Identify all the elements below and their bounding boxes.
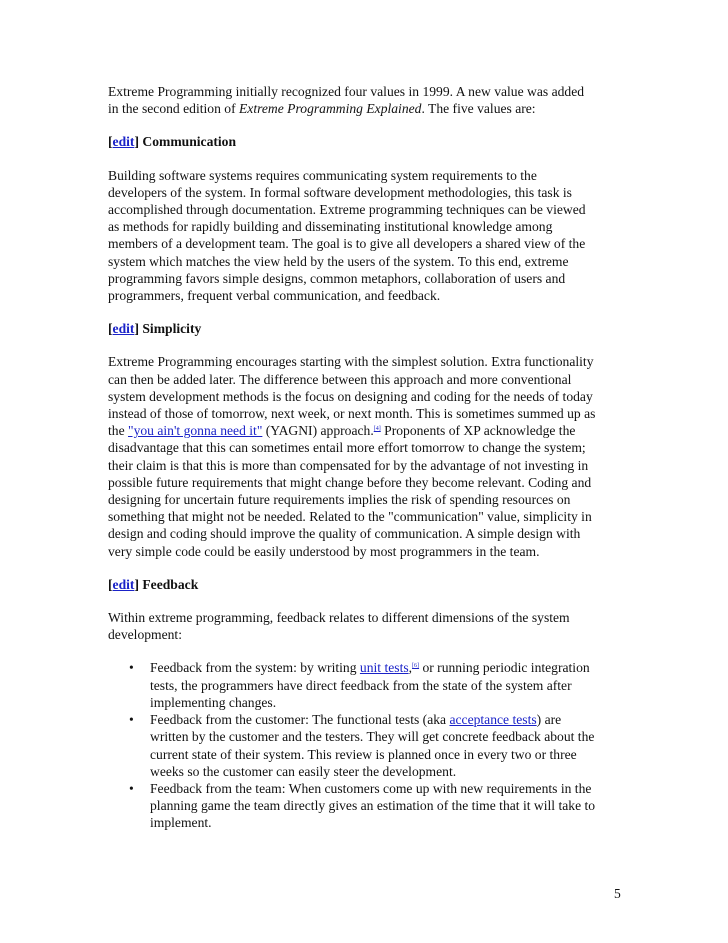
feedback-list: [108, 659, 622, 831]
list-item: [108, 659, 622, 711]
text-line: written by the customer and the testers. They will get concrete feedback about the: [150, 729, 595, 745]
text-line: as methods for rapidly building and disseminating institutional knowledge among: [108, 219, 553, 235]
text-line: something that might not be needed. Related to the "communication" value, simplicity in: [108, 509, 592, 525]
text-line: Extreme Programming initially recognized four values in 1999. A new value was added: [108, 84, 585, 99]
page-number: 5: [614, 886, 621, 901]
text-line: possible future requirements that might change before they become relevant. Coding and: [108, 474, 592, 490]
communication-paragraph: [108, 167, 622, 305]
text-line: Feedback from the system: by writing unit tests,[6] or running periodic integration: [150, 660, 590, 676]
acceptance-tests-link[interactable]: acceptance tests: [449, 712, 537, 728]
text-line: very simple code could be easily understood by most programmers in the team.: [108, 543, 540, 559]
text-line: Feedback from the customer: The functional tests (aka acceptance tests) are: [150, 712, 562, 728]
text-line: development:: [108, 627, 182, 643]
unit-tests-link[interactable]: unit tests: [359, 660, 409, 676]
text-line: developers of the system. In formal software development methodologies, this task is: [108, 184, 572, 200]
text-line: members of a development team. The goal is to give all developers a shared view of the: [108, 236, 586, 252]
text-line: accomplished through documentation. Extreme programming techniques can be viewed: [108, 202, 586, 218]
text-line: weeks so the customer can easily steer the development.: [150, 763, 457, 779]
text-line: instead of those of tomorrow, next week, or next month. This is sometimes summed up as: [108, 406, 596, 422]
yagni-link[interactable]: "you ain't gonna need it": [128, 423, 263, 439]
text-line: their claim is that this is more than compensated for by the advantage of not investing in: [108, 457, 589, 473]
section-title: Communication: [142, 134, 237, 150]
edit-link[interactable]: edit: [112, 134, 135, 150]
feedback-paragraph: [108, 609, 622, 643]
document-page: [108, 83, 622, 832]
text-line: Within extreme programming, feedback relates to different dimensions of the system: [108, 610, 570, 626]
list-item: [108, 780, 622, 832]
text-line: design and coding should improve the quality of communication. A simple design with: [108, 526, 581, 542]
text-line: disadvantage that this can sometimes entail more effort tomorrow to change the system;: [108, 440, 586, 456]
section-heading-feedback: [edit] Feedback: [108, 576, 199, 592]
book-title: Extreme Programming Explained: [239, 101, 422, 117]
text-line: implement.: [150, 815, 212, 831]
text-line: planning game the team directly gives an estimation of the time that it will take to: [150, 798, 596, 814]
text-line: system development methods is the focus on designing and coding for the needs of today: [108, 388, 593, 404]
text-line: current state of their system. This review is planned once in every two or three: [150, 746, 577, 762]
text-line: the "you ain't gonna need it" (YAGNI) approach.[4] Proponents of XP acknowledge the: [108, 423, 576, 439]
text-line: can then be added later. The difference between this approach and more conventional: [108, 371, 572, 387]
section-title: Simplicity: [142, 321, 202, 337]
bullet-icon: •: [129, 660, 134, 676]
list-item: [108, 711, 622, 780]
text-line: Building software systems requires communicating system requirements to the: [108, 167, 537, 183]
intro-paragraph: [108, 83, 622, 117]
text-line: designing for uncertain future requirements implies the risk of spending resources on: [108, 492, 571, 508]
edit-link[interactable]: edit: [112, 321, 135, 337]
edit-link[interactable]: edit: [112, 576, 135, 592]
text-line: programming favors simple designs, common metaphors, collaboration of users and: [108, 270, 566, 286]
section-heading-communication: [edit] Communication: [108, 134, 237, 150]
text-line: implementing changes.: [150, 694, 277, 710]
bullet-icon: •: [129, 712, 134, 728]
text-line: in the second edition of Extreme Programming Explained. The five values are:: [108, 101, 536, 117]
section-title: Feedback: [142, 576, 199, 592]
bullet-icon: •: [129, 780, 134, 796]
simplicity-paragraph: [108, 353, 622, 559]
text-line: Extreme Programming encourages starting with the simplest solution. Extra functionality: [108, 354, 594, 370]
citation-link[interactable]: [6]: [412, 663, 420, 670]
text-line: Feedback from the team: When customers come up with new requirements in the: [150, 780, 592, 796]
text-line: tests, the programmers have direct feedback from the state of the system after: [150, 677, 572, 693]
text-line: system which matches the view held by the users of the system. To this end, extreme: [108, 253, 569, 269]
citation-link[interactable]: [4]: [373, 426, 381, 433]
text-line: programmers, frequent verbal communication, and feedback.: [108, 288, 441, 304]
section-heading-simplicity: [edit] Simplicity: [108, 321, 202, 337]
